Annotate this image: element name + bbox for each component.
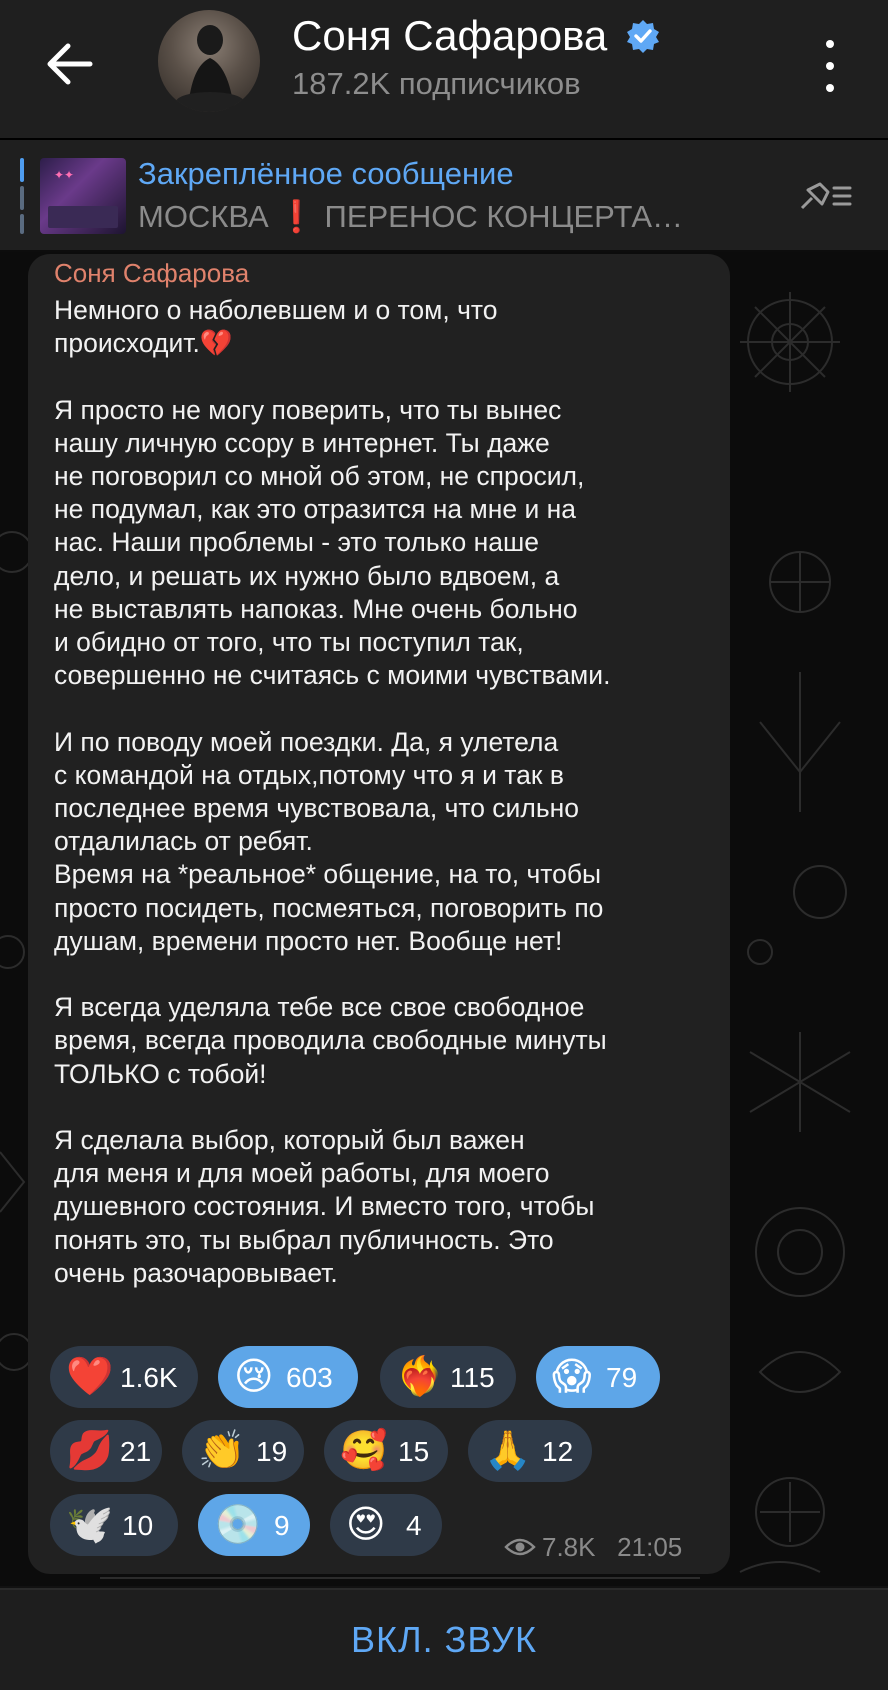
heart-eyes-icon: 😍 [346,1504,386,1546]
chat-area[interactable] [0,252,888,1586]
thumbnail-art [48,206,118,228]
heart-on-fire-icon: ❤️‍🔥 [396,1356,444,1398]
reaction-smiling-hearts[interactable] [324,1420,448,1482]
screaming-face-icon: 😱 [552,1356,592,1398]
avatar-figure-icon [158,10,260,112]
chat-header [0,0,888,140]
dove-icon: 🕊️ [66,1504,114,1546]
reaction-count: 10 [122,1510,154,1541]
eye-icon [504,1536,536,1558]
reaction-count: 4 [406,1510,422,1541]
pin-indicator [20,186,24,210]
reaction-pray[interactable] [468,1420,592,1482]
disc-icon: 💿 [214,1504,262,1546]
crying-face-icon: 😢 [234,1356,274,1398]
channel-title-text: Соня Сафарова [292,12,608,59]
reaction-count: 9 [274,1510,290,1541]
reaction-screaming[interactable] [536,1346,660,1408]
clapping-hands-icon: 👏 [198,1430,246,1472]
reaction-count: 12 [542,1436,574,1467]
smiling-face-hearts-icon: 🥰 [340,1430,388,1472]
back-button[interactable] [38,32,102,96]
menu-dot [826,62,834,70]
reaction-heart[interactable] [50,1346,198,1408]
pinned-label: Закреплённое сообщение [138,156,514,191]
reaction-count: 15 [398,1436,430,1467]
reaction-count: 115 [450,1362,495,1393]
reaction-clap[interactable] [182,1420,304,1482]
unmute-button[interactable]: ВКЛ. ЗВУК [350,1619,537,1660]
subscriber-count: 187.2K подписчиков [292,66,581,101]
reaction-count: 21 [120,1436,152,1467]
reaction-heart-on-fire[interactable] [380,1346,516,1408]
more-menu-button[interactable] [812,34,848,98]
folded-hands-icon: 🙏 [484,1430,532,1472]
view-count: 7.8K [542,1532,596,1562]
pin-list-icon [794,176,854,216]
pin-indicator [20,214,24,234]
arrow-left-icon [38,32,102,96]
pin-list-button[interactable] [794,176,854,216]
channel-title[interactable] [292,12,661,60]
verified-badge-icon [625,18,661,54]
exclamation-icon: ❗ [277,199,316,234]
message-time: 21:05 [617,1532,683,1562]
reaction-disc[interactable] [198,1494,310,1556]
reaction-count: 1.6K [120,1362,178,1393]
thumbnail-art: ✦✦ [54,168,75,182]
pinned-thumbnail [40,158,126,234]
pin-indicator [20,158,24,182]
reaction-dove[interactable] [50,1494,178,1556]
message-bubble[interactable] [28,254,730,1574]
reaction-kiss[interactable] [50,1420,162,1482]
message-text: Немного о наболевшем и о том, что происходит.💔 Я просто не могу поверить, что ты вынес нашу личную ссору в интернет. Ты даже не поговорил со мной об этом, не спросил, не подумал, как это отразится на мне и на нас. Наши проблемы - это только наше дело, и решать их нужно было вдвоем, а не выставлять напоказ. Мне очень больно и обидно от того, что ты поступил так, совершенно не считаясь с моими чувствами. И по поводу моей поездки. Да, я улетела с командой на отдых,потому что я и так в последнее время чувствовала, что сильно отдалилась от ребят. Время на *реальное* общение, на то, чтобы просто посидеть, посмеяться, поговорить по душам, времени просто нет. Вообще нет! Я всегда уделяла тебе все свое свободное время, всегда проводила свободные минуты ТОЛЬКО с тобой! Я сделала выбор, который был важен для меня и для моей работы, для моего душевного состояния. И вместо того, чтобы понять это, ты выбрал публичность. Это очень разочаровывает. [54,295,611,1288]
pinned-message-bar[interactable] [0,140,888,252]
more-vertical-icon [826,40,834,48]
pinned-text-part: МОСКВА [138,199,278,234]
kiss-mark-icon: 💋 [66,1430,114,1472]
reaction-crying[interactable] [218,1346,358,1408]
pinned-text [138,198,683,235]
reaction-heart-eyes[interactable] [330,1494,442,1556]
channel-avatar[interactable] [158,10,260,112]
heart-icon: ❤️ [66,1356,114,1398]
pinned-text-part: ПЕРЕНОС КОНЦЕРТА… [315,199,684,234]
menu-dot [826,84,834,92]
reaction-count: 603 [286,1362,333,1393]
reaction-count: 19 [256,1436,288,1467]
message-meta [504,1532,682,1563]
message-sender[interactable]: Соня Сафарова [54,258,250,288]
reaction-count: 79 [606,1362,638,1393]
bottom-bar [0,1588,888,1690]
